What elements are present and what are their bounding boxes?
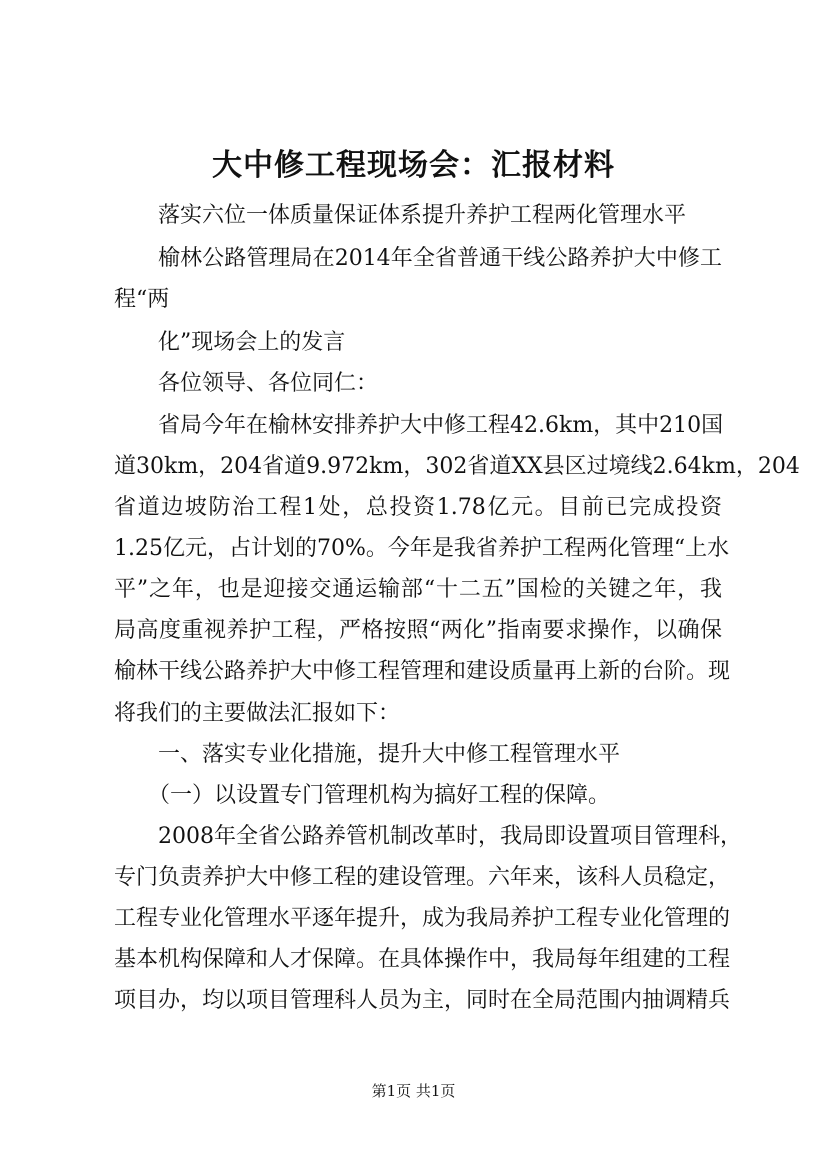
paragraph-line: 项目办，均以项目管理科人员为主，同时在全局范围内抽调精兵 (114, 988, 731, 1013)
subtitle-line: 落实六位一体质量保证体系提升养护工程两化管理水平 (158, 203, 687, 228)
subsection-heading: （一）以设置专门管理机构为搞好工程的保障。 (148, 783, 611, 808)
speech-heading-line-2: 程“两 (114, 287, 170, 312)
greeting-line: 各位领导、各位同仁： (158, 371, 379, 396)
page-number-footer: 第1页 共1页 (371, 1082, 456, 1100)
paragraph-line: 工程专业化管理水平逐年提升，成为我局养护工程专业化管理的 (114, 906, 731, 931)
paragraph-line: 榆林干线公路养护大中修工程管理和建设质量再上新的台阶。现 (114, 659, 731, 684)
paragraph-line: 基本机构保障和人才保障。在具体操作中，我局每年组建的工程 (114, 947, 731, 972)
speech-heading-line-1: 榆林公路管理局在2014年全省普通干线公路养护大中修工 (158, 246, 722, 271)
paragraph-line: 平”之年，也是迎接交通运输部“十二五”国检的关键之年，我 (114, 577, 722, 602)
paragraph-line: 专门负责养护大中修工程的建设管理。六年来，该科人员稳定， (114, 865, 731, 890)
paragraph-line: 道30km，204省道9.972km，302省道XX县区过境线2.64km，204 (114, 454, 800, 479)
paragraph-line: 局高度重视养护工程，严格按照“两化”指南要求操作，以确保 (114, 618, 722, 643)
paragraph-line: 省道边坡防治工程1处，总投资1.78亿元。目前已完成投资 (114, 495, 722, 520)
paragraph-line: 1.25亿元，占计划的70%。今年是我省养护工程两化管理“上水 (114, 536, 730, 561)
speech-heading-line-3: 化”现场会上的发言 (158, 330, 346, 355)
document-title: 大中修工程现场会：汇报材料 (212, 148, 615, 183)
paragraph-line: 省局今年在榆林安排养护大中修工程42.6km，其中210国 (158, 413, 724, 438)
paragraph-line: 将我们的主要做法汇报如下： (114, 701, 401, 726)
section-heading: 一、落实专业化措施，提升大中修工程管理水平 (158, 742, 621, 767)
paragraph-line: 2008年全省公路养管机制改革时，我局即设置项目管理科， (158, 824, 742, 849)
